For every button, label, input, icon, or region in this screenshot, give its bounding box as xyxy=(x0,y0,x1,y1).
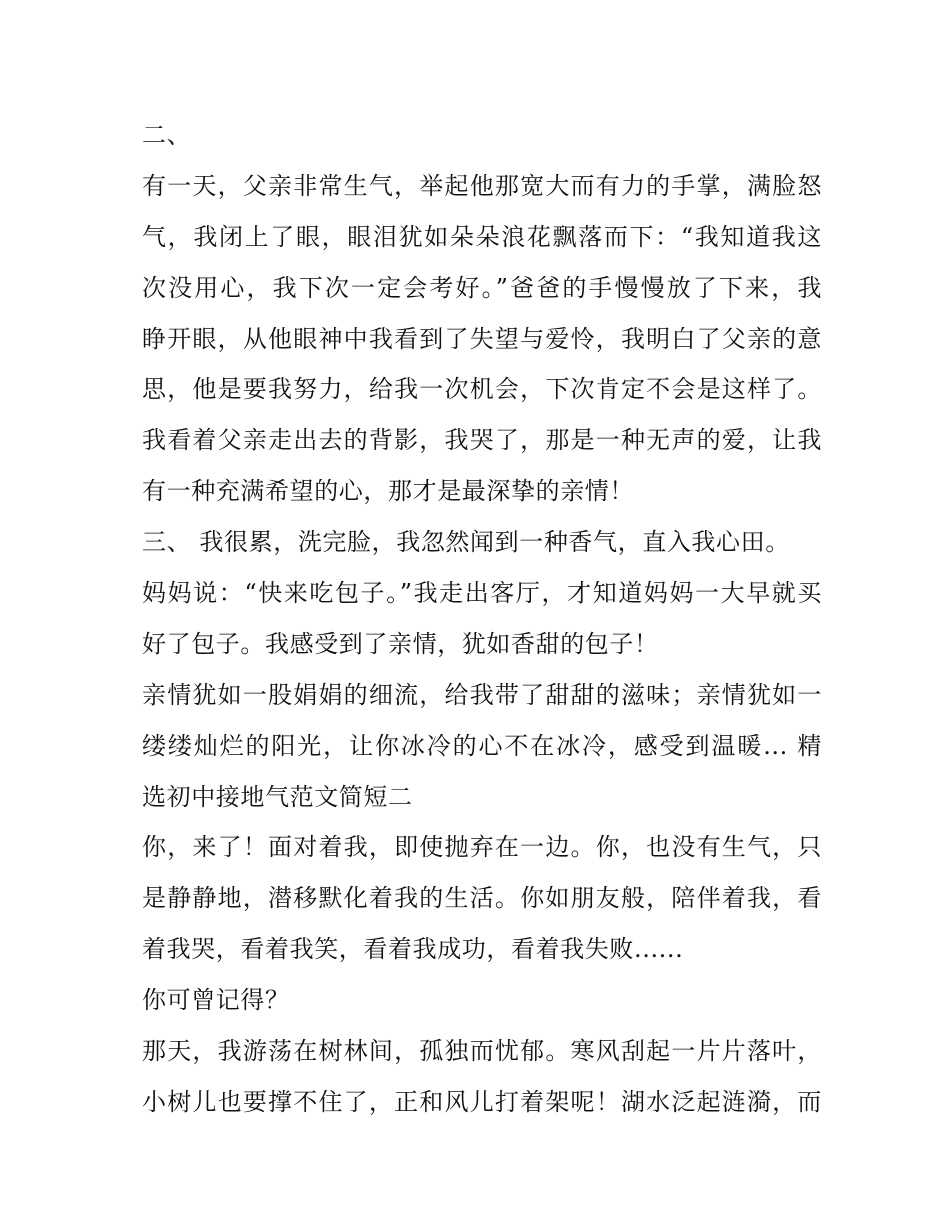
text-line: 你可曾记得？ xyxy=(142,986,290,1015)
text-line: 选初中接地气范文简短二 xyxy=(142,782,413,811)
text-line: 我看着父亲走出去的背影，我哭了，那是一种无声的爱，让我 xyxy=(142,426,822,455)
text-line: 有一种充满希望的心，那才是最深挚的亲情！ xyxy=(142,477,634,506)
text-line: 三、 我很累，洗完脸，我忽然闻到一种香气，直入我心田。 xyxy=(142,528,790,557)
text-line: 气，我闭上了眼，眼泪犹如朵朵浪花飘落而下：“我知道我这 xyxy=(142,222,822,251)
text-line: 那天，我游荡在树林间，孤独而忧郁。寒风刮起一片片落叶， xyxy=(142,1037,822,1066)
document-body xyxy=(142,110,822,1128)
text-line: 妈妈说：“快来吃包子。”我走出客厅，才知道妈妈一大早就买 xyxy=(142,579,822,608)
text-line: 二、 xyxy=(142,121,192,149)
text-line: 次没用心，我下次一定会考好。”爸爸的手慢慢放了下来，我 xyxy=(142,273,822,302)
text-line: 有一天，父亲非常生气，举起他那宽大而有力的手掌，满脸怒 xyxy=(142,171,822,200)
text-line: 你，来了！面对着我，即使抛弃在一边。你，也没有生气，只 xyxy=(142,833,822,862)
text-line: 好了包子。我感受到了亲情，犹如香甜的包子！ xyxy=(142,629,659,658)
text-line: 思，他是要我努力，给我一次机会，下次肯定不会是这样了。 xyxy=(142,375,822,404)
text-line: 着我哭，看着我笑，看着我成功，看着我失败...... xyxy=(142,935,684,964)
text-line: 亲情犹如一股娟娟的细流，给我带了甜甜的滋味；亲情犹如一 xyxy=(142,680,822,709)
text-line: 缕缕灿烂的阳光，让你冰冷的心不在冰冷，感受到温暖... 精 xyxy=(142,731,822,760)
text-line: 是静静地，潜移默化着我的生活。你如朋友般，陪伴着我，看 xyxy=(142,884,822,913)
text-line: 睁开眼，从他眼神中我看到了失望与爱怜，我明白了父亲的意 xyxy=(142,324,822,353)
text-line: 小树儿也要撑不住了，正和风儿打着架呢！湖水泛起涟漪，而 xyxy=(142,1087,822,1116)
